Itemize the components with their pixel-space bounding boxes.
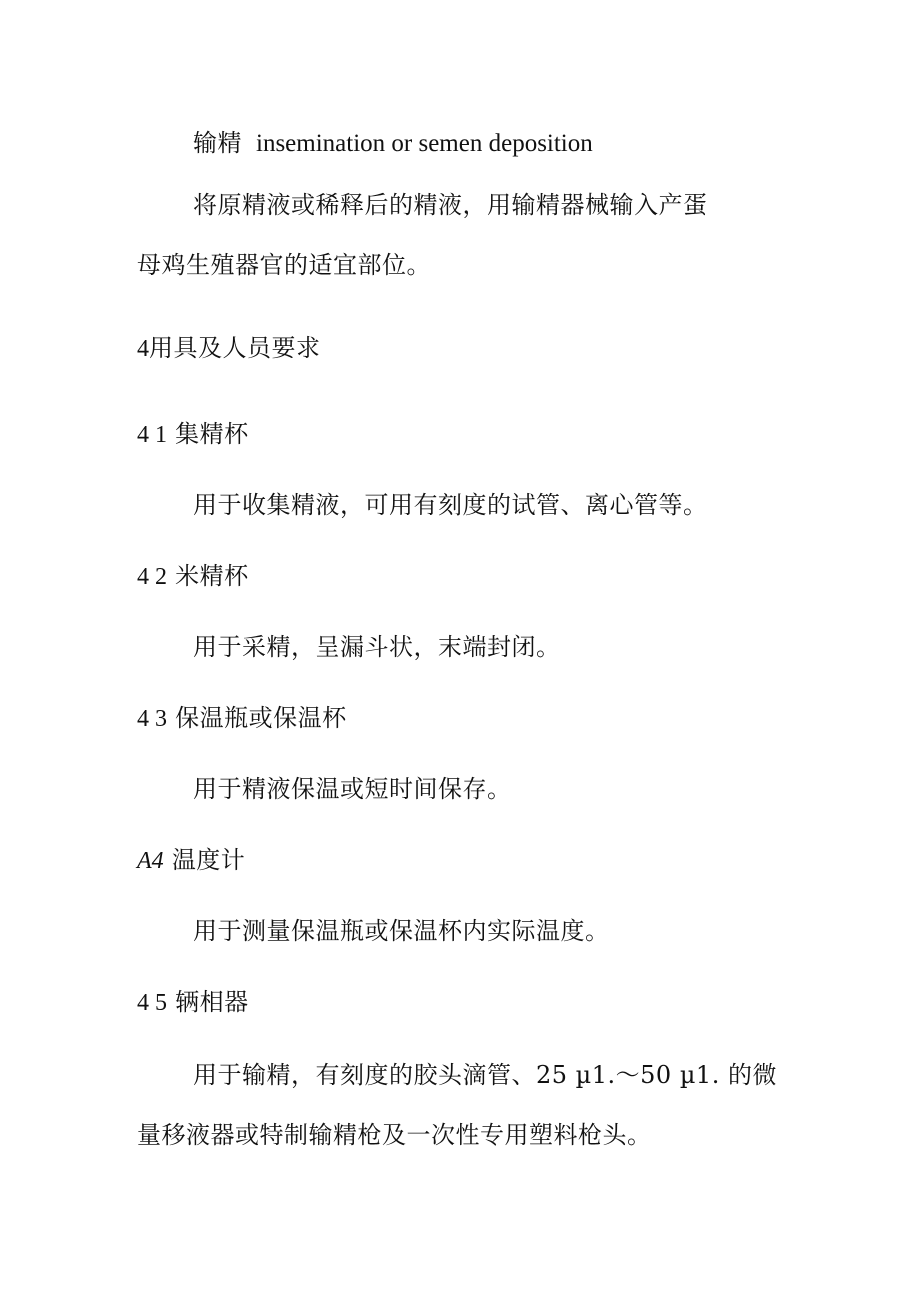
subsection-title: 温度计 (171, 846, 246, 874)
subsection-body: 用于收集精液，可用有刻度的试管、离心管等。 (193, 491, 708, 519)
subsection-title: 米精杯 (175, 562, 249, 590)
subsection-heading (137, 845, 245, 876)
subsection-body-line-2: 量移液器或特制输精枪及一次性专用塑料枪头。 (137, 1121, 652, 1149)
term-english: insemination or semen deposition (256, 130, 593, 157)
section-heading (137, 333, 321, 364)
subsection-heading (137, 987, 249, 1018)
term-entry (193, 128, 593, 159)
subsection-number: 4 3 (137, 706, 167, 732)
subsection-number: A4 (137, 848, 164, 874)
subsection-number: 4 5 (137, 990, 167, 1016)
subsection-title: 集精杯 (175, 420, 249, 448)
subsection-heading (137, 703, 347, 734)
subsection-heading (137, 419, 249, 450)
subsection-number: 4 1 (137, 422, 167, 448)
definition-line-1: 将原精液或稀释后的精液，用输精器械输入产蛋 (193, 191, 708, 219)
subsection-body-line-1: 用于输精，有刻度的胶头滴管、25 µ1.～50 µ1. 的微 (193, 1061, 777, 1089)
subsection-body: 用于采精，呈漏斗状，末端封闭。 (193, 633, 561, 661)
subsection-title: 辆相器 (175, 988, 249, 1016)
subsection-title: 保温瓶或保温杯 (175, 704, 347, 732)
definition-line-2: 母鸡生殖器官的适宜部位。 (137, 251, 431, 279)
section-title: 用具及人员要求 (149, 334, 321, 362)
subsection-heading (137, 561, 249, 592)
subsection-body: 用于测量保温瓶或保温杯内实际温度。 (193, 917, 610, 945)
term-chinese: 输精 (193, 129, 242, 157)
subsection-body: 用于精液保温或短时间保存。 (193, 775, 512, 803)
subsection-number: 4 2 (137, 564, 167, 590)
section-number: 4 (137, 336, 149, 362)
